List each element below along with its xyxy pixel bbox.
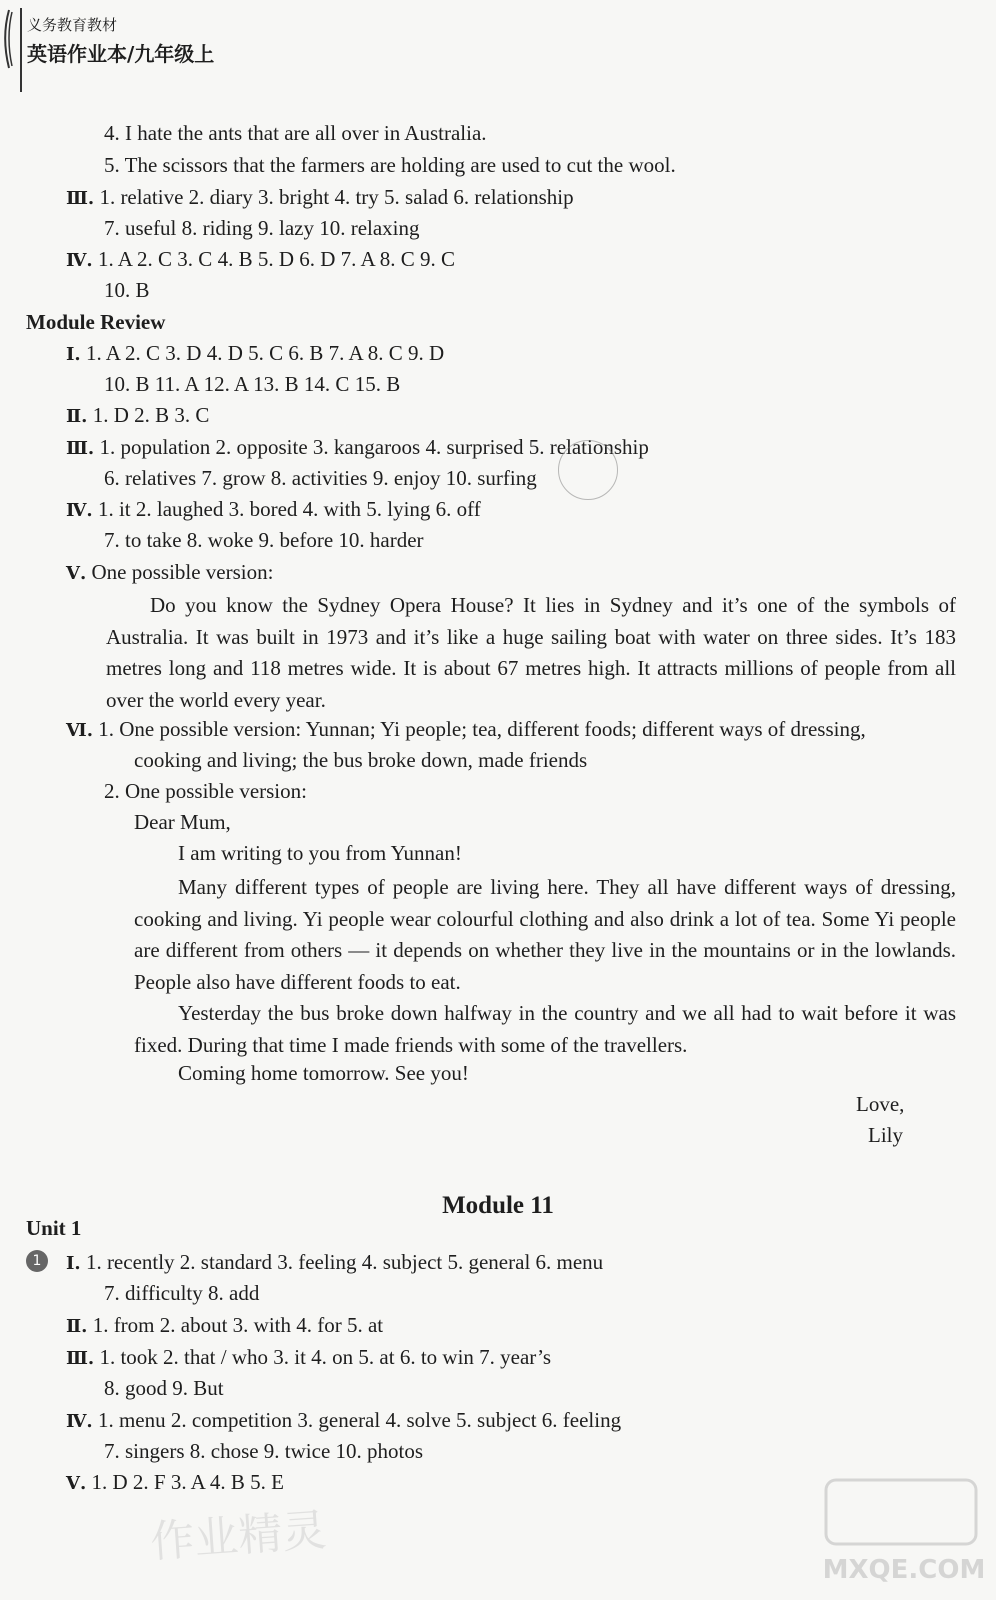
section-number: Ⅵ. — [66, 720, 93, 741]
grade-label: 九年级上 — [134, 42, 215, 66]
answer-line: Ⅳ. 1. menu 2. competition 3. general 4. solve 5. subject 6. feeling — [66, 1408, 622, 1432]
section-number: Ⅰ. — [66, 344, 81, 365]
answer-line: 10. B 11. A 12. A 13. B 14. C 15. B — [104, 372, 401, 396]
answer-line: 5. The scissors that the farmers are holding are used to cut the wool. — [104, 153, 676, 177]
answer-line: 4. I hate the ants that are all over in Australia. — [104, 121, 487, 145]
answer-line: Ⅱ. 1. from 2. about 3. with 4. for 5. at — [66, 1313, 384, 1337]
page-header — [0, 0, 996, 70]
answer-line: Ⅳ. 1. A 2. C 3. C 4. B 5. D 6. D 7. A 8. C 9. C — [66, 247, 456, 271]
letter-line: I am writing to you from Yunnan! — [178, 841, 462, 865]
answer-line: Ⅲ. 1. took 2. that / who 3. it 4. on 5. at 6. to win 7. year’s — [66, 1345, 552, 1369]
essay-paragraph: Do you know the Sydney Opera House? It lies in Sydney and it’s one of the symbols of Australia. It was built in 1973 and it’s like a huge sailing boat with water on three sides. It’s 183 metres long and 118 metres wide. It is about 67 metres high. It attracts millions of people from all over the world every year. — [106, 593, 956, 712]
answer-line: Ⅱ. 1. D 2. B 3. C — [66, 403, 210, 427]
answer-line: 7. to take 8. woke 9. before 10. harder — [104, 528, 424, 552]
section-number: Ⅲ. — [66, 188, 95, 209]
header-divider — [20, 8, 22, 92]
letter-signature: Lily — [868, 1123, 903, 1147]
section-number: Ⅳ. — [66, 1411, 93, 1432]
section-number: Ⅱ. — [66, 406, 88, 427]
section-number: Ⅳ. — [66, 250, 93, 271]
book-logo-icon — [2, 8, 16, 70]
answer-line: Ⅰ. 1. A 2. C 3. D 4. D 5. C 6. B 7. A 8. C 9. D — [66, 341, 445, 365]
section-number: Ⅳ. — [66, 500, 93, 521]
module-title: Module 11 — [442, 1192, 554, 1219]
answer-line: 6. relatives 7. grow 8. activities 9. enjoy 10. surfing — [104, 466, 537, 490]
answer-line: Ⅴ. One possible version: — [66, 560, 274, 584]
series-label: 义务教育教材 — [27, 16, 118, 34]
watermark-text: 作业精灵 — [148, 1504, 328, 1569]
answer-line: Ⅴ. 1. D 2. F 3. A 4. B 5. E — [66, 1470, 285, 1494]
section-number: Ⅴ. — [66, 563, 87, 584]
watermark-logo — [820, 1470, 988, 1590]
letter-paragraph: Many different types of people are living here. They all have different ways of dressing, cooking and living. Yi people wear colourful clothing and also drink a lot of tea. Some Yi people are different from others — it depends on whether they live in the mountains or in the lowlands. People also have different foods to eat. — [134, 875, 956, 994]
unit-title: Unit 1 — [26, 1216, 82, 1240]
section-number: Ⅲ. — [66, 438, 95, 459]
section-heading: Module Review — [26, 310, 166, 334]
answer-line: Ⅲ. 1. relative 2. diary 3. bright 4. try 5. salad 6. relationship — [66, 185, 574, 209]
section-number: Ⅰ. — [66, 1253, 81, 1274]
answer-line: 7. useful 8. riding 9. lazy 10. relaxing — [104, 216, 420, 240]
answer-line: 8. good 9. But — [104, 1376, 224, 1400]
letter-line: Coming home tomorrow. See you! — [178, 1061, 469, 1085]
answer-line: 10. B — [104, 278, 150, 302]
section-number: Ⅴ. — [66, 1473, 87, 1494]
answer-line: 7. singers 8. chose 9. twice 10. photos — [104, 1439, 424, 1463]
letter-greeting: Dear Mum, — [134, 810, 231, 834]
exercise-bullet: 1 — [26, 1250, 48, 1272]
section-number: Ⅱ. — [66, 1316, 88, 1337]
book-name: 英语作业本 — [27, 42, 127, 66]
watermark-url: MXQE.COM — [822, 1555, 986, 1585]
answer-line: Ⅲ. 1. population 2. opposite 3. kangaroos 4. surprised 5. relationship — [66, 435, 649, 459]
book-title: 英语作业本/九年级上 — [27, 42, 215, 66]
answer-line: Ⅵ. 1. One possible version: Yunnan; Yi people; tea, different foods; different ways of dressing, — [66, 717, 866, 741]
section-number: Ⅲ. — [66, 1348, 95, 1369]
answer-line: 2. One possible version: — [104, 779, 307, 803]
answer-line: Ⅳ. 1. it 2. laughed 3. bored 4. with 5. lying 6. off — [66, 497, 481, 521]
letter-paragraph: Yesterday the bus broke down halfway in the country and we all had to wait before it was fixed. During that time I made friends with some of the travellers. — [134, 1001, 956, 1057]
stamp-mark — [558, 440, 618, 500]
answer-line: Ⅰ. 1. recently 2. standard 3. feeling 4. subject 5. general 6. menu — [66, 1250, 604, 1274]
letter-closing: Love, — [856, 1092, 905, 1116]
answer-line: cooking and living; the bus broke down, made friends — [134, 748, 588, 772]
answer-line: 7. difficulty 8. add — [104, 1281, 260, 1305]
